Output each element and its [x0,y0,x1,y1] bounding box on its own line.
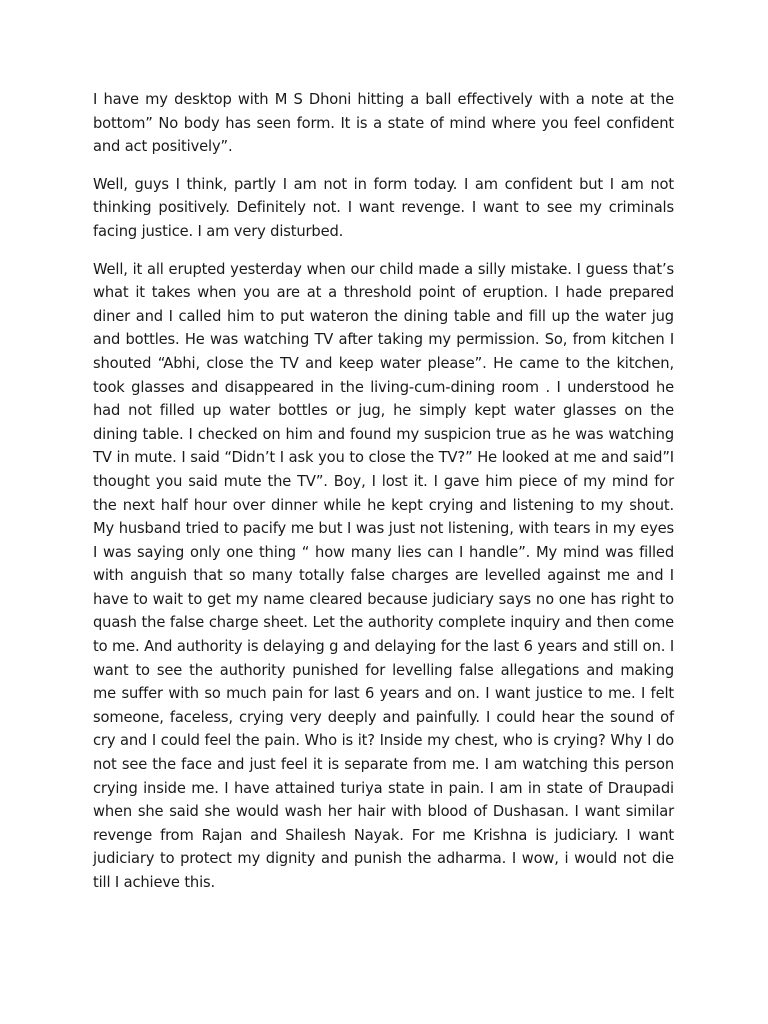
paragraph-not-in-form: Well, guys I think, partly I am not in form today. I am confident but I am not thinking positively. Definitely not. I want revenge. I want to see my criminals facing justice. I am very disturbed. [93,175,674,240]
document-page [93,88,674,909]
paragraph-eruption-story: Well, it all erupted yesterday when our child made a silly mistake. I guess that’s what it takes when you are at a threshold point of eruption. I hade prepared diner and I called him to put wateron the dining table and fill up the water jug and bottles. He was watching TV after taking my permission. So, from kitchen I shouted “Abhi, close the TV and keep water please”. He came to the kitchen, took glasses and disappeared in the living-cum-dining room . I understood he had not filled up water bottles or jug, he simply kept water glasses on the dining table. I checked on him and found my suspicion true as he was watching TV in mute. I said “Didn’t I ask you to close the TV?” He looked at me and said”I thought you said mute the TV”. Boy, I lost it. I gave him piece of my mind for the next half hour over dinner while he kept crying and listening to my shout. My husband tried to pacify me but I was just not listening, with tears in my eyes I was saying only one thing “ how many lies can I handle”. My mind was filled with anguish that so many totally false charges are levelled against me and I have to wait to get my name cleared because judiciary says no one has right to quash the false charge sheet. Let the authority complete inquiry and then come to me. And authority is delaying g and delaying for the last 6 years and still on. I want to see the authority punished for levelling false allegations and making me suffer with so much pain for last 6 years and on. I want justice to me. I felt someone, faceless, crying very deeply and painfully. I could hear the sound of cry and I could feel the pain. Who is it? Inside my chest, who is crying? Why I do not see the face and just feel it is separate from me. I am watching this person crying inside me. I have attained turiya state in pain. I am in state of Draupadi when she said she would wash her hair with blood of Dushasan. I want similar revenge from Rajan and Shailesh Nayak. For me Krishna is judiciary. I want judiciary to protect my dignity and punish the adharma. I wow, i would not die till I achieve this. [93,260,674,891]
paragraph-form-note: I have my desktop with M S Dhoni hitting a ball effectively with a note at the bottom” No body has seen form. It is a state of mind where you feel confident and act positively”. [93,91,674,156]
